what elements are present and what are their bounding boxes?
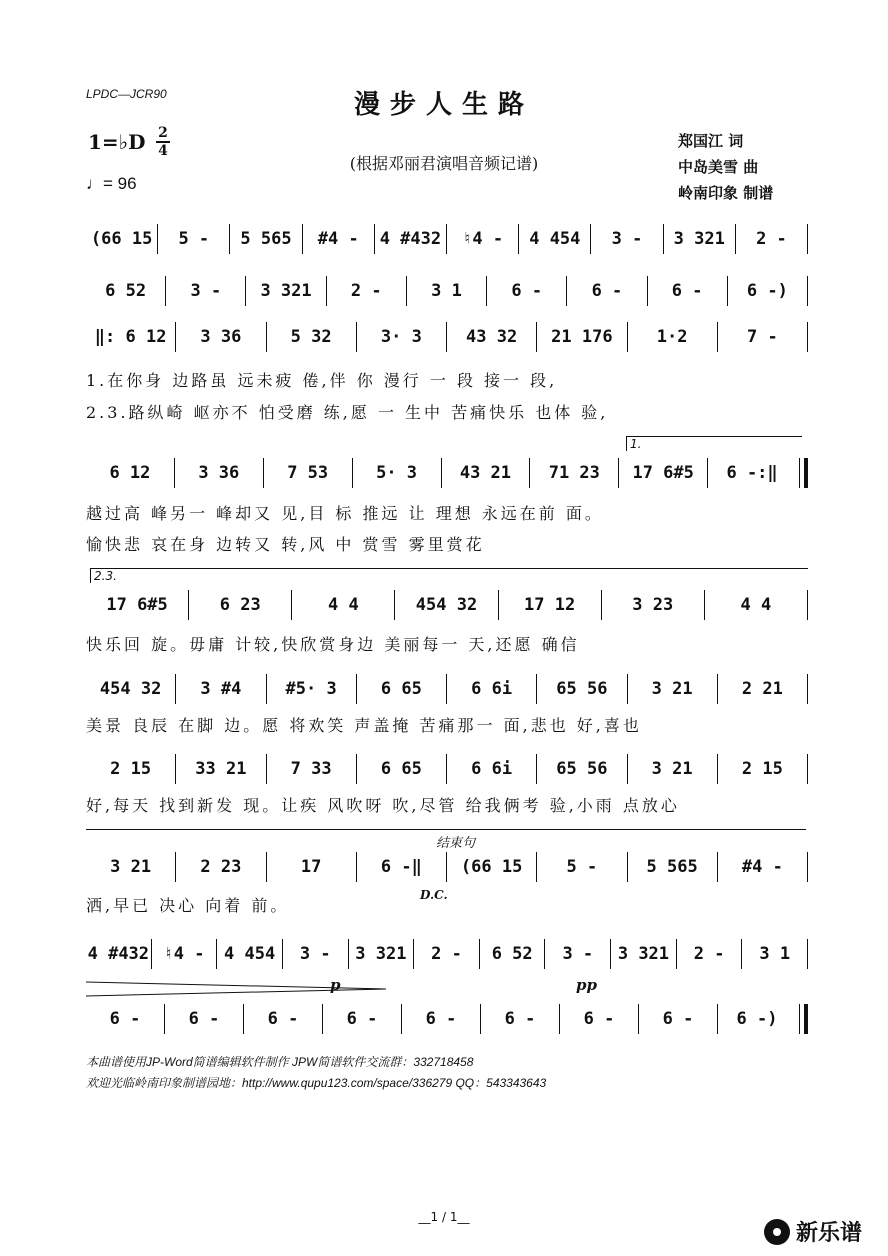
- measure: 2 -: [350, 281, 382, 301]
- measure: 6 -: [662, 1009, 694, 1029]
- measure: 4 #432: [379, 229, 442, 249]
- dynamic-pp: pp: [576, 976, 597, 994]
- measure: 21 176: [551, 327, 613, 347]
- measure: 43 32: [466, 327, 518, 347]
- measure: 65 56: [556, 679, 608, 699]
- measure: 7 53: [287, 463, 329, 483]
- staff-row-7: [86, 852, 808, 882]
- measure: 3 321: [355, 944, 407, 964]
- measure: 3 21: [110, 857, 152, 877]
- score-code: LPDC—JCR90: [86, 87, 167, 101]
- measure: 6 -: [267, 1009, 299, 1029]
- footer-line-1: 本曲谱使用JP-Word简谱编辑软件制作 JPW简谱软件交流群：332718458: [86, 1055, 474, 1069]
- measure: 4 4: [327, 595, 359, 615]
- measure: 6 -): [746, 281, 788, 301]
- measure: 6 12: [109, 463, 151, 483]
- staff-row-3: [86, 458, 808, 488]
- footer: [86, 1052, 546, 1094]
- measure: 6 -‖: [380, 857, 422, 877]
- measure: 4 #432: [87, 944, 150, 964]
- time-bottom: 4: [158, 143, 168, 159]
- credits: [678, 128, 773, 206]
- measure: 2 -: [431, 944, 462, 964]
- measure: 6 -: [425, 1009, 457, 1029]
- measure: ♮4 -: [462, 229, 504, 249]
- staff-row-9: [86, 1004, 808, 1034]
- measure: 3 21: [651, 679, 693, 699]
- measure: 6 -: [583, 1009, 615, 1029]
- measure: 17: [300, 857, 322, 877]
- measure: 3 21: [651, 759, 693, 779]
- measure: 3 -: [190, 281, 222, 301]
- measure: 6 65: [380, 759, 422, 779]
- measure: 6 -): [736, 1009, 778, 1029]
- measure: #4 -: [741, 857, 783, 877]
- key-signature: 1=♭D: [88, 130, 146, 154]
- composer: 中岛美雪 曲: [678, 158, 759, 176]
- measure: 6 -: [591, 281, 623, 301]
- lyric-line: 2.3.路纵崎 岖亦不 怕受磨 练,愿 一 生中 苦痛快乐 也体 验,: [86, 403, 609, 422]
- measure: 3 321: [673, 229, 725, 249]
- measure: 3 321: [617, 944, 670, 964]
- footer-line-2: 欢迎光临岭南印象制谱园地：http://www.qupu123.com/space/336279 QQ：543343643: [86, 1076, 547, 1090]
- ending-label: 结束句: [436, 836, 476, 851]
- measure: 7 33: [290, 759, 332, 779]
- staff-row-1: [86, 276, 808, 306]
- lyric-line: 越过高 峰另一 峰却又 见,目 标 推远 让 理想 永远在前 面。: [86, 504, 604, 523]
- decrescendo-hairpin: [86, 978, 386, 1000]
- lyric-line: 1.在你身 边路虽 远未疲 倦,伴 你 漫行 一 段 接一 段,: [86, 371, 558, 390]
- measure: (66 15: [460, 857, 523, 877]
- measure: 4 454: [529, 229, 581, 249]
- measure: 3 23: [632, 595, 674, 615]
- measure: 3 -: [611, 229, 643, 249]
- measure: ♮4 -: [163, 944, 205, 964]
- lyric-line: 快乐回 旋。毋庸 计较,快欣赏身边 美丽每一 天,还愿 确信: [86, 635, 580, 654]
- measure: 6 52: [491, 944, 533, 964]
- tempo-mark: ♩= 96: [86, 174, 137, 193]
- time-signature: [156, 126, 170, 158]
- measure: 6 -: [511, 281, 543, 301]
- measure: 2 21: [741, 679, 783, 699]
- measure: 6 -: [671, 281, 703, 301]
- lyric-line: 愉快悲 哀在身 边转又 转,风 中 赏雪 雾里赏花: [86, 535, 485, 554]
- measure: 3 36: [200, 327, 242, 347]
- measure: 6 -: [346, 1009, 378, 1029]
- measure: 5 565: [240, 229, 292, 249]
- lyric-line: 好,每天 找到新发 现。让疾 风吹呀 吹,尽管 给我俩考 验,小雨 点放心: [86, 796, 680, 815]
- measure: 7 -: [747, 327, 778, 347]
- measure: 6 65: [380, 679, 422, 699]
- dc-mark: D.C.: [420, 888, 448, 902]
- lyric-line: 美景 良辰 在脚 边。愿 将欢笑 声盖掩 苦痛那一 面,悲也 好,喜也: [86, 716, 642, 735]
- page-title: 漫步人生路: [353, 90, 534, 120]
- time-top: 2: [158, 125, 168, 141]
- logo-text: 新乐谱: [796, 1221, 863, 1246]
- record-disc-icon: [764, 1219, 790, 1245]
- lyric-line: 洒,早已 决心 向着 前。: [86, 896, 290, 915]
- measure: 2 23: [200, 857, 242, 877]
- measure: 65 56: [556, 759, 608, 779]
- measure: 3 1: [431, 281, 462, 301]
- measure: #5· 3: [285, 679, 337, 699]
- measure: 6 -: [109, 1009, 141, 1029]
- measure: 2 -: [756, 229, 787, 249]
- measure: 6 -: [188, 1009, 220, 1029]
- measure: 5· 3: [376, 463, 418, 483]
- measure: ‖: 6 12: [94, 327, 167, 347]
- measure: 3 36: [198, 463, 240, 483]
- measure: 6 6i: [471, 679, 513, 699]
- measure: 43 21: [459, 463, 512, 483]
- measure: 2 -: [693, 944, 725, 964]
- measure: 3 1: [759, 944, 791, 964]
- measure: 5 565: [646, 857, 698, 877]
- measure: 4 454: [224, 944, 276, 964]
- staff-row-2: [86, 322, 808, 352]
- measure: 17 6#5: [106, 595, 168, 615]
- measure: 3 321: [260, 281, 312, 301]
- measure: 454 32: [415, 595, 478, 615]
- measure: 2 15: [110, 759, 152, 779]
- measure: 5 -: [178, 229, 210, 249]
- measure: 3· 3: [380, 327, 422, 347]
- measure: 454 32: [99, 679, 162, 699]
- subtitle: (根据邓丽君演唱音频记谱): [349, 154, 539, 173]
- arranger: 岭南印象 制谱: [678, 184, 774, 202]
- divider: [86, 829, 806, 830]
- measure: 2 15: [741, 759, 783, 779]
- site-logo[interactable]: [764, 1216, 862, 1247]
- staff-row-6: [86, 754, 808, 784]
- staff-row-8: [86, 939, 808, 969]
- volta-1: 1.: [626, 436, 802, 451]
- measure: 71 23: [548, 463, 600, 483]
- volta-2-3: 2.3.: [90, 568, 808, 583]
- measure: 3 -: [562, 944, 594, 964]
- staff-row-0: [86, 224, 808, 254]
- measure: 6 -:‖: [726, 463, 778, 483]
- staff-row-4: [86, 590, 808, 620]
- measure: 5 32: [290, 327, 332, 347]
- measure: 1·2: [656, 327, 688, 347]
- measure: 17 12: [524, 595, 576, 615]
- measure: 6 6i: [471, 759, 513, 779]
- measure: 5 -: [566, 857, 598, 877]
- measure: 3 #4: [200, 679, 242, 699]
- measure: #4 -: [317, 229, 359, 249]
- measure: 6 -: [504, 1009, 536, 1029]
- lyricist: 郑国江 词: [678, 132, 744, 150]
- measure: 33 21: [195, 759, 247, 779]
- page-number: __1 / 1__: [418, 1210, 470, 1224]
- staff-row-5: [86, 674, 808, 704]
- measure: 3 -: [299, 944, 331, 964]
- measure: 6 23: [219, 595, 261, 615]
- measure: 4 4: [740, 595, 772, 615]
- measure: 6 52: [105, 281, 147, 301]
- measure: 17 6#5: [632, 463, 694, 483]
- measure: (66 15: [90, 229, 153, 249]
- dynamic-p: p: [330, 976, 341, 994]
